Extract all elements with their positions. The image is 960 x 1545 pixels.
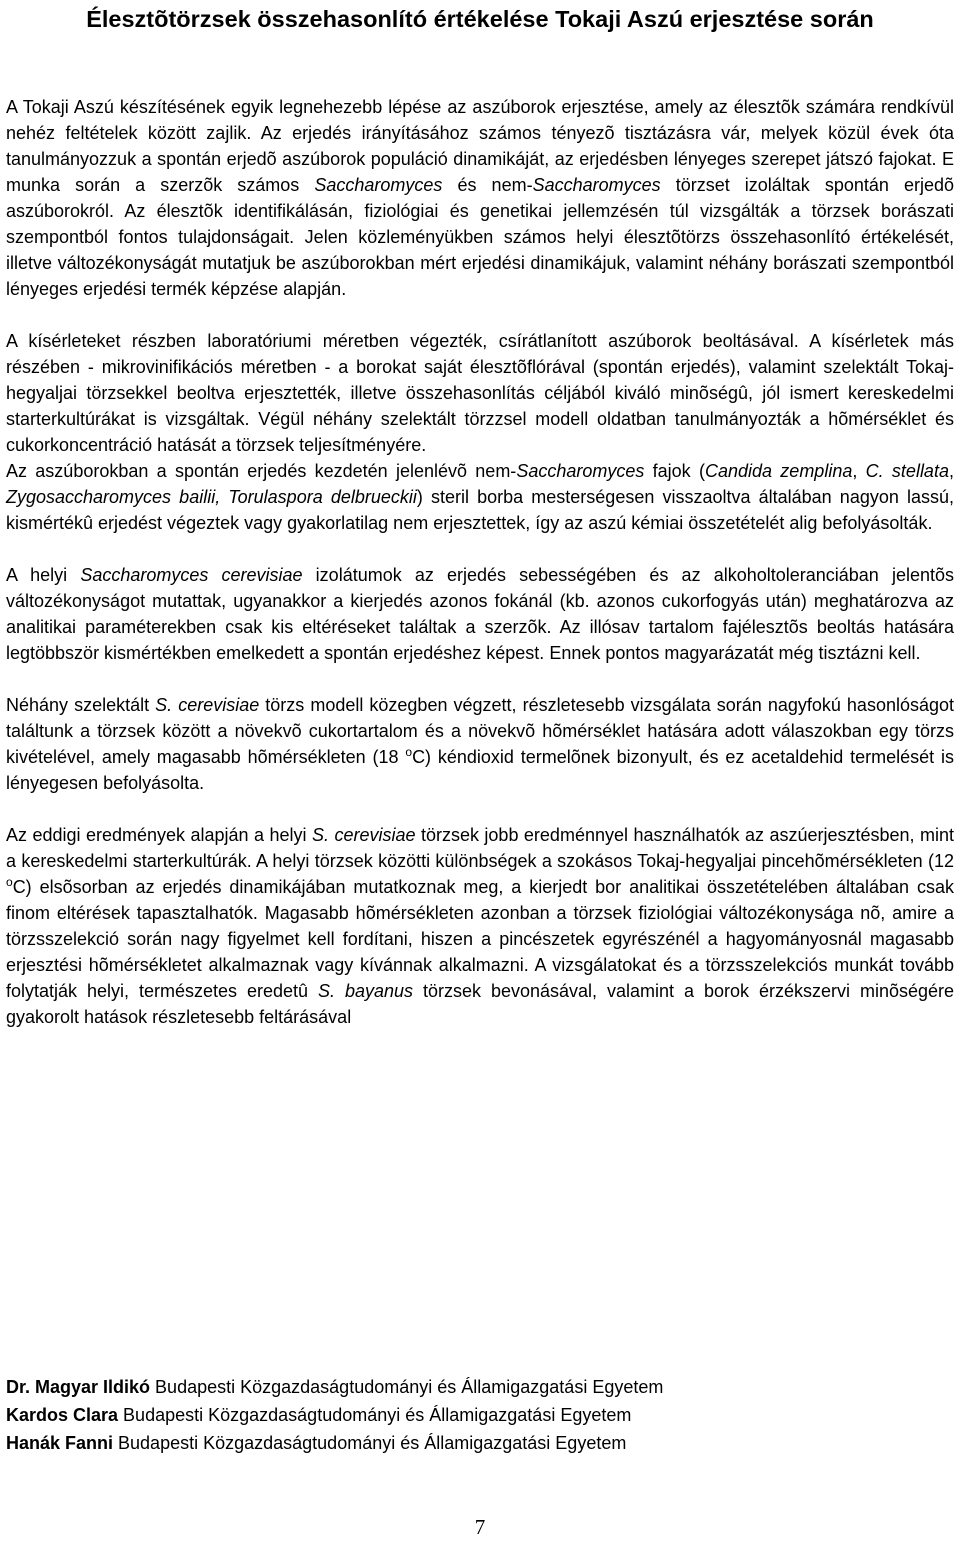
species-name: C. stellata [865, 461, 949, 481]
author-line [6, 1373, 954, 1401]
text-run: törzsek bevonásával, valamint a borok érzékszervi minõségére gyakorolt hatások részletesebb feltárásával [6, 981, 955, 1027]
text-run: törzs modell közegben végzett, részletesebb vizsgálata során nagyfokú hasonlóságot találtunk a törzsek között a növekvõ cukortartalom és a növekvõ hõmérséklet hatására adott válaszokban egy törzs kivételével, amely magasabb hõmérsékleten (18 [6, 695, 955, 767]
text-run: Néhány szelektált [6, 695, 156, 715]
text-run: A Tokaji Aszú készítésének egyik legnehezebb lépése az aszúborok erjesztése, amely az élesztõk számára rendkívül nehéz feltételek között zajlik. Az erjedés irányításához számos tényezõ tisztázásra vár, melyek közül évek óta tanulmányozzuk a spontán erjedõ aszúborok populáció dinamikáját, az erjedésben lényeges szerepet játszó fajokat. E munka során a szerzõk számos [6, 97, 954, 195]
paragraph [6, 562, 954, 666]
author-line [6, 1429, 954, 1457]
text-run: , [852, 461, 866, 481]
species-name: Saccharomyces cerevisiae [80, 565, 303, 585]
author-affiliation: Budapesti Közgazdaságtudományi és Államigazgatási Egyetem [150, 1377, 664, 1397]
species-name: Saccharomyces [532, 175, 661, 195]
document-title: Élesztõtörzsek összehasonlító értékelése Tokaji Aszú erjesztése során [86, 6, 874, 32]
species-name: Saccharomyces [516, 461, 645, 481]
author-list [6, 1373, 954, 1457]
text-run: C) elsõsorban az erjedés dinamikájában mutatkoznak meg, a kierjedt bor analitikai összetételében általában csak finom eltérések tapasztalhatók. Magasabb hõmérsékleten azonban a törzsek fiziológiai változékonysága nõ, amire a törzsszelekció során nagy figyelmet kell fordítani, hiszen a pincészetek egyrészénél a hagyományosnál magasabb erjesztési hõmérsékletet alkalmaznak vagy kívánnak alkalmazni. A vizsgálatokat és a törzsszelekciós munkát tovább folytatják helyi, természetes eredetû [6, 877, 954, 1001]
text-run: törzsek jobb eredménnyel használhatók az aszúerjesztésben, mint a kereskedelmi starterkultúrák. A helyi törzsek közötti különbségek a szokásos Tokaj-hegyaljai pincehõmérsékleten (12 [6, 825, 955, 871]
text-run: ) steril borba mesterségesen visszaoltva általában nagyon lassú, kismértékû erjedést végeztek vagy gyakorlatilag nem erjesztettek, így az aszú kémiai összetételét alig befolyásolták. [6, 487, 954, 533]
text-run: Az aszúborokban a spontán erjedés kezdetén jelenlévõ nem- [6, 461, 517, 481]
text-run: és nem- [442, 175, 533, 195]
degree-mark: o [6, 875, 13, 889]
author-line [6, 1401, 954, 1429]
author-name: Dr. Magyar Ildikó [6, 1377, 151, 1397]
degree-mark: o [405, 745, 413, 759]
species-name: Zygosaccharomyces bailii, Torulaspora delbrueckii [6, 487, 417, 507]
document-body [6, 94, 954, 1056]
text-run: Az eddigi eredmények alapján a helyi [6, 825, 312, 845]
species-name: Saccharomyces [314, 175, 443, 195]
species-name: S. cerevisiae [155, 695, 260, 715]
author-affiliation: Budapesti Közgazdaságtudományi és Államigazgatási Egyetem [118, 1405, 632, 1425]
text-run: izolátumok az erjedés sebességében és az alkoholtoleranciában jelentõs változékonyságot mutattak, ugyanakkor a kierjedés azonos fokánál (kb. azonos cukorfogyás után) meghatározva az analitikai paraméterekben csak kis eltéréseket találtak a szerzõk. Az illósav tartalom fajélesztõs beoltás hatására legtöbbször kismértékben emelkedett a spontán erjedéshez képest. Ennek pontos magyarázatát még tisztázni kell. [6, 565, 954, 663]
paragraph [6, 822, 954, 1030]
text-run: törzset izoláltak spontán erjedõ aszúborokról. Az élesztõk identifikálásán, fiziológiai és genetikai jellemzésén túl vizsgálták a törzsek borászati szempontból fontos tulajdonságait. Jelen közleményükben számos helyi élesztõtörzs összehasonlító értékelését, illetve változékonyságát mutatjuk be aszúborokban mért erjedési dinamikájuk, valamint néhány borászati szempontból lényeges erjedési termék képzése alapján. [6, 175, 954, 299]
text-run: C) kéndioxid termelõnek bizonyult, és ez acetaldehid termelését is lényegesen befolyásolta. [6, 747, 955, 793]
page-number: 7 [474, 1515, 486, 1539]
species-name: Candida zemplina [704, 461, 853, 481]
paragraph [6, 328, 954, 458]
author-affiliation: Budapesti Közgazdaságtudományi és Államigazgatási Egyetem [113, 1433, 627, 1453]
author-name: Hanák Fanni [6, 1433, 114, 1453]
species-name: S. cerevisiae [311, 825, 416, 845]
paragraph [6, 692, 954, 796]
text-run: A kísérleteket részben laboratóriumi méretben végezték, csírátlanított aszúborok beoltásával. A kísérletek más részében - mikrovinifikációs méretben - a borokat saját élesztõflórával (spontán erjedés), valamint szelektált Tokaj-hegyaljai törzsekkel beoltva erjesztették, illetve összehasonlítás céljából kiváló minõségû, jól ismert kereskedelmi starterkultúrákat is vizsgáltak. Végül néhány szelektált törzzsel modell oldatban tanulmányozták a hõmérséklet és cukorkoncentráció hatását a törzsek teljesítményére. [6, 331, 954, 455]
author-name: Kardos Clara [6, 1405, 119, 1425]
paragraph [6, 458, 954, 536]
text-run: , [948, 461, 954, 481]
text-run: fajok ( [644, 461, 705, 481]
species-name: S. bayanus [318, 981, 414, 1001]
paragraph [6, 94, 954, 302]
text-run: A helyi [6, 565, 81, 585]
